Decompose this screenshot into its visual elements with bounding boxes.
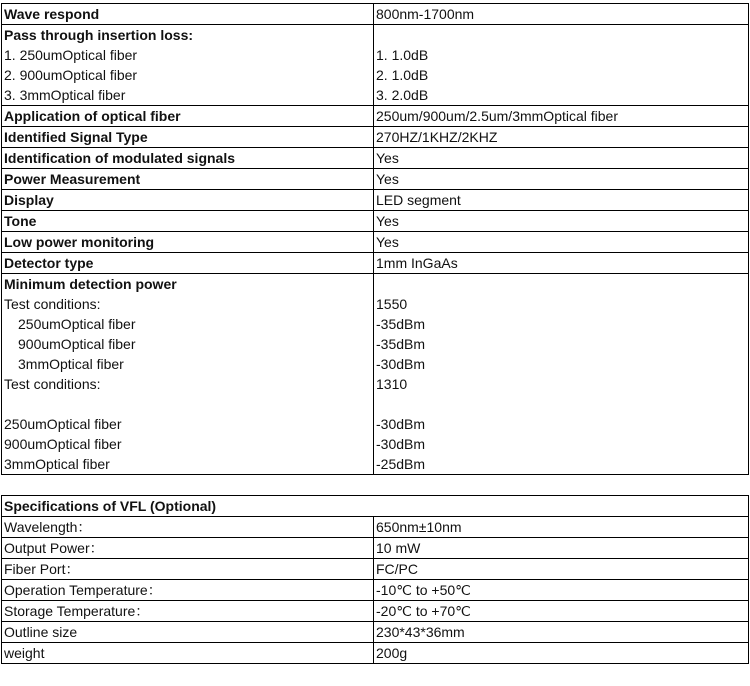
application-label: Application of optical fiber [2, 106, 374, 127]
specifications-table [1, 3, 749, 475]
table-row [2, 169, 749, 190]
wavelength-label: Wavelength： [2, 517, 374, 538]
fiber-label: 250umOptical fiber [18, 316, 136, 332]
tone-label: Tone [2, 211, 374, 232]
modulated-label: Identification of modulated signals [2, 148, 374, 169]
table-header-row [2, 496, 749, 517]
insertion-loss-values [374, 25, 749, 106]
test-conditions-label: Test conditions: [4, 296, 101, 312]
fiber-label: 900umOptical fiber [18, 336, 136, 352]
test-conditions-label: Test conditions: [4, 376, 101, 392]
insertion-loss-cell [2, 25, 374, 106]
signal-type-label: Identified Signal Type [2, 127, 374, 148]
weight-label: weight [2, 643, 374, 664]
signal-type-value: 270HZ/1KHZ/2KHZ [374, 127, 749, 148]
table-row [2, 232, 749, 253]
table-row [2, 643, 749, 664]
table-row [2, 127, 749, 148]
insertion-loss-item-label: 1. 250umOptical fiber [4, 47, 138, 63]
table-row [2, 106, 749, 127]
output-power-label: Output Power： [2, 538, 374, 559]
power-measurement-value: Yes [374, 169, 749, 190]
fiber-label: 250umOptical fiber [4, 416, 122, 432]
min-detection-label: Minimum detection power [4, 276, 177, 292]
outline-size-value: 230*43*36mm [374, 622, 749, 643]
table-row [2, 517, 749, 538]
output-power-value: 10 mW [374, 538, 749, 559]
min-detection-cell [2, 274, 374, 475]
application-value: 250um/900um/2.5um/3mmOptical fiber [374, 106, 749, 127]
insertion-loss-item-value: 3. 2.0dB [376, 87, 429, 103]
modulated-value: Yes [374, 148, 749, 169]
tone-value: Yes [374, 211, 749, 232]
test-conditions-value: 1310 [376, 376, 408, 392]
detector-value: 1mm InGaAs [374, 253, 749, 274]
table-row [2, 622, 749, 643]
low-power-label: Low power monitoring [2, 232, 374, 253]
display-label: Display [2, 190, 374, 211]
display-value: LED segment [374, 190, 749, 211]
insertion-loss-item-label: 3. 3mmOptical fiber [4, 87, 126, 103]
table-row [2, 190, 749, 211]
operation-temperature-value: -10℃ to +50℃ [374, 580, 749, 601]
wave-respond-label: Wave respond [2, 4, 374, 25]
table-row [2, 274, 749, 475]
table-row [2, 580, 749, 601]
vfl-specifications-table [1, 495, 749, 664]
fiber-value: -35dBm [376, 316, 426, 332]
fiber-label: 3mmOptical fiber [18, 356, 124, 372]
fiber-port-value: FC/PC [374, 559, 749, 580]
insertion-loss-label: Pass through insertion loss: [4, 27, 194, 43]
wavelength-value: 650nm±10nm [374, 517, 749, 538]
insertion-loss-item-value: 2. 1.0dB [376, 67, 429, 83]
storage-temperature-value: -20℃ to +70℃ [374, 601, 749, 622]
test-conditions-value: 1550 [376, 296, 408, 312]
table-row [2, 253, 749, 274]
table-row [2, 601, 749, 622]
power-measurement-label: Power Measurement [2, 169, 374, 190]
storage-temperature-label: Storage Temperature： [2, 601, 374, 622]
fiber-value: -30dBm [376, 416, 426, 432]
fiber-value: -30dBm [376, 436, 426, 452]
table-row [2, 538, 749, 559]
wave-respond-value: 800nm-1700nm [374, 4, 749, 25]
table-row [2, 25, 749, 106]
fiber-value: -25dBm [376, 456, 426, 472]
low-power-value: Yes [374, 232, 749, 253]
fiber-value: -35dBm [376, 336, 426, 352]
detector-label: Detector type [2, 253, 374, 274]
table-row [2, 148, 749, 169]
operation-temperature-label: Operation Temperature： [2, 580, 374, 601]
insertion-loss-item-value: 1. 1.0dB [376, 47, 429, 63]
table-row [2, 4, 749, 25]
min-detection-values [374, 274, 749, 475]
outline-size-label: Outline size [2, 622, 374, 643]
table-row [2, 211, 749, 232]
table-row [2, 559, 749, 580]
fiber-port-label: Fiber Port： [2, 559, 374, 580]
fiber-label: 900umOptical fiber [4, 436, 122, 452]
insertion-loss-item-label: 2. 900umOptical fiber [4, 67, 138, 83]
fiber-label: 3mmOptical fiber [4, 456, 110, 472]
vfl-title: Specifications of VFL (Optional) [2, 496, 749, 517]
weight-value: 200g [374, 643, 749, 664]
fiber-value: -30dBm [376, 356, 426, 372]
